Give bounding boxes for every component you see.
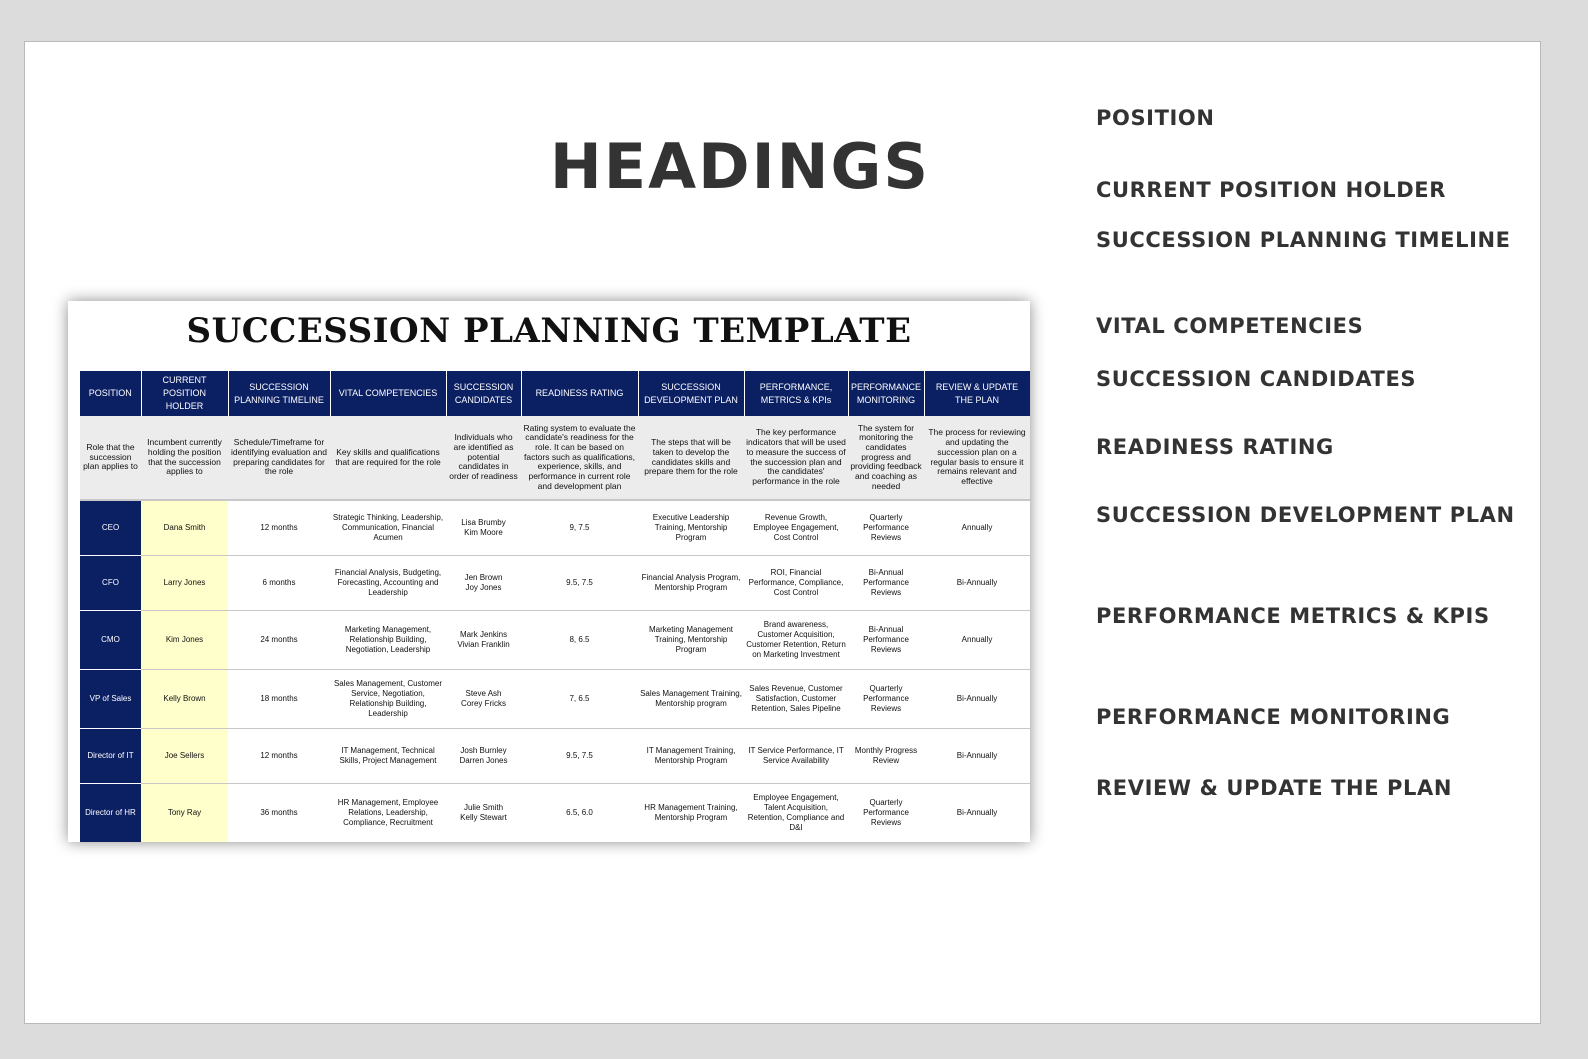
column-header: SUCCESSION CANDIDATES [446,371,521,416]
table-cell: Bi-Annually [924,555,1030,610]
column-header: PERFORMANCE, METRICS & KPIs [744,371,848,416]
table-cell: Josh Burnley Darren Jones [446,728,521,783]
table-cell: Quarterly Performance Reviews [848,783,924,842]
table-cell: Annually [924,500,1030,555]
column-header: VITAL COMPETENCIES [330,371,446,416]
table-cell: Sales Revenue, Customer Satisfaction, Customer Retention, Sales Pipeline [744,669,848,728]
table-row [80,669,1030,728]
table-cell: 36 months [228,783,330,842]
table-cell: 12 months [228,728,330,783]
heading-performance-monitoring: PERFORMANCE MONITORING [1096,705,1451,729]
description-cell: Rating system to evaluate the candidate's readiness for the role. It can be based on factors such as qualifications, experience, skills, and performance in current role and development plan [521,416,638,500]
table-cell: Joe Sellers [141,728,228,783]
column-header: SUCCESSION DEVELOPMENT PLAN [638,371,744,416]
description-cell: The key performance indicators that will be used to measure the success of the succession plan and the candidates' performance in the role [744,416,848,500]
table-cell: Bi-Annually [924,783,1030,842]
table-cell: HR Management Training, Mentorship Program [638,783,744,842]
data-rows [80,500,1030,842]
table-cell: Employee Engagement, Talent Acquisition, Retention, Compliance and D&I [744,783,848,842]
table-cell: Bi-Annually [924,728,1030,783]
table-cell: Quarterly Performance Reviews [848,500,924,555]
table-cell: Dana Smith [141,500,228,555]
table-cell: CEO [80,500,141,555]
description-row [80,416,1030,500]
description-cell: The steps that will be taken to develop the candidates skills and prepare them for the role [638,416,744,500]
table-cell: 7, 6.5 [521,669,638,728]
table-cell: Revenue Growth, Employee Engagement, Cost Control [744,500,848,555]
column-header: SUCCESSION PLANNING TIMELINE [228,371,330,416]
table-cell: Brand awareness, Customer Acquisition, Customer Retention, Return on Marketing Investment [744,610,848,669]
table-cell: 9, 7.5 [521,500,638,555]
description-cell: The process for reviewing and updating the succession plan on a regular basis to ensure it remains relevant and effective [924,416,1030,500]
template-title: SUCCESSION PLANNING TEMPLATE [186,311,912,351]
table-cell: Financial Analysis Program, Mentorship Program [638,555,744,610]
template-screenshot [68,301,1030,842]
table-cell: Kim Jones [141,610,228,669]
table-cell: Annually [924,610,1030,669]
table-cell: Director of HR [80,783,141,842]
description-cell: Individuals who are identified as potential candidates in order of readiness [446,416,521,500]
table-cell: 6.5, 6.0 [521,783,638,842]
description-cell: Role that the succession plan applies to [80,416,141,500]
table-cell: CMO [80,610,141,669]
table-cell: Steve Ash Corey Fricks [446,669,521,728]
table-cell: Bi-Annually [924,669,1030,728]
table-cell: Sales Management, Customer Service, Negotiation, Relationship Building, Leadership [330,669,446,728]
page-title: HEADINGS [549,130,931,203]
table-cell: IT Service Performance, IT Service Availability [744,728,848,783]
table-cell: Monthly Progress Review [848,728,924,783]
heading-performance-metrics-kpis: PERFORMANCE METRICS & KPIS [1096,604,1490,628]
table-row [80,783,1030,842]
table-cell: Strategic Thinking, Leadership, Communication, Financial Acumen [330,500,446,555]
table-cell: VP of Sales [80,669,141,728]
table-cell: Marketing Management Training, Mentorship Program [638,610,744,669]
table-row [80,728,1030,783]
table-cell: Lisa Brumby Kim Moore [446,500,521,555]
heading-succession-development-plan: SUCCESSION DEVELOPMENT PLAN [1096,503,1515,527]
heading-review-update-plan: REVIEW & UPDATE THE PLAN [1096,776,1453,800]
table-cell: Financial Analysis, Budgeting, Forecasting, Accounting and Leadership [330,555,446,610]
table-cell: HR Management, Employee Relations, Leadership, Compliance, Recruitment [330,783,446,842]
table-cell: Marketing Management, Relationship Building, Negotiation, Leadership [330,610,446,669]
table-row [80,610,1030,669]
table-cell: CFO [80,555,141,610]
heading-vital-competencies: VITAL COMPETENCIES [1096,314,1364,338]
table-cell: 18 months [228,669,330,728]
description-cell: Incumbent currently holding the position that the succession applies to [141,416,228,500]
table-cell: Sales Management Training, Mentorship program [638,669,744,728]
heading-readiness-rating: READINESS RATING [1096,435,1334,459]
table-cell: Tony Ray [141,783,228,842]
table-cell: 6 months [228,555,330,610]
header-row [80,371,1030,416]
slide-card [24,41,1541,1024]
heading-succession-candidates: SUCCESSION CANDIDATES [1096,367,1417,391]
table-row [80,500,1030,555]
table-cell: Julie Smith Kelly Stewart [446,783,521,842]
table-cell: IT Management, Technical Skills, Project Management [330,728,446,783]
table-row [80,555,1030,610]
column-header: REVIEW & UPDATE THE PLAN [924,371,1030,416]
column-header: POSITION [80,371,141,416]
table-cell: 9.5, 7.5 [521,555,638,610]
table-cell: IT Management Training, Mentorship Program [638,728,744,783]
heading-current-position-holder: CURRENT POSITION HOLDER [1096,178,1446,202]
table-cell: 8, 6.5 [521,610,638,669]
table-cell: Mark Jenkins Vivian Franklin [446,610,521,669]
table-cell: Larry Jones [141,555,228,610]
table-cell: Kelly Brown [141,669,228,728]
table-cell: 9.5, 7.5 [521,728,638,783]
description-cell: Schedule/Timeframe for identifying evaluation and preparing candidates for the role [228,416,330,500]
table-cell: Director of IT [80,728,141,783]
succession-table [80,371,1030,842]
column-header: READINESS RATING [521,371,638,416]
description-cell: The system for monitoring the candidates progress and providing feedback and coaching as needed [848,416,924,500]
heading-position: POSITION [1096,106,1215,130]
column-header: CURRENT POSITION HOLDER [141,371,228,416]
table-cell: ROI, Financial Performance, Compliance, Cost Control [744,555,848,610]
column-header: PERFORMANCE MONITORING [848,371,924,416]
table-cell: Bi-Annual Performance Reviews [848,555,924,610]
table-cell: Executive Leadership Training, Mentorship Program [638,500,744,555]
table-cell: 24 months [228,610,330,669]
table-cell: Bi-Annual Performance Reviews [848,610,924,669]
table-cell: Quarterly Performance Reviews [848,669,924,728]
table-cell: 12 months [228,500,330,555]
description-cell: Key skills and qualifications that are required for the role [330,416,446,500]
heading-succession-planning-timeline: SUCCESSION PLANNING TIMELINE [1096,228,1511,252]
table-cell: Jen Brown Joy Jones [446,555,521,610]
